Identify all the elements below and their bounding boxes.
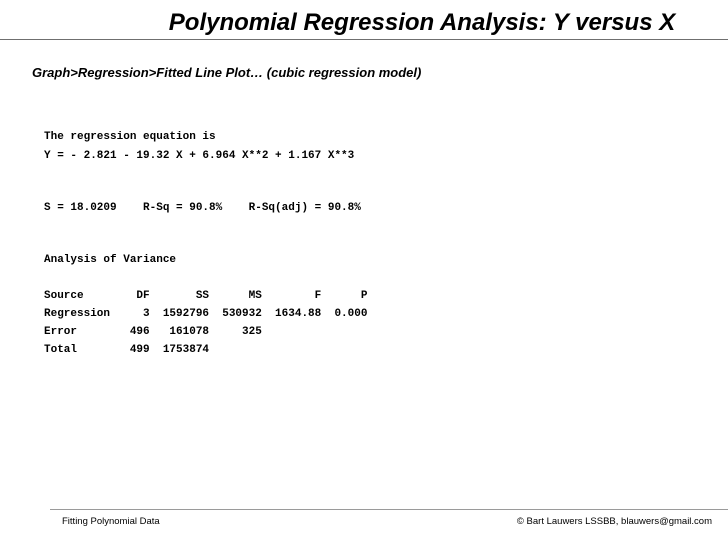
fit-statistics: S = 18.0209 R-Sq = 90.8% R-Sq(adj) = 90.8%: [44, 202, 361, 214]
footer-topic: Fitting Polynomial Data: [62, 516, 160, 527]
title-divider: [0, 39, 728, 40]
anova-column-header: Source DF SS MS F P: [44, 290, 368, 302]
slide-title: Polynomial Regression Analysis: Y versus X: [168, 9, 676, 36]
anova-row-error: Error 496 161078 325: [44, 326, 262, 338]
footer-copyright: © Bart Lauwers LSSBB, blauwers@gmail.com: [516, 516, 712, 527]
regression-equation: Y = - 2.821 - 19.32 X + 6.964 X**2 + 1.167 X**3: [44, 150, 355, 162]
footer-divider: [50, 509, 728, 510]
anova-row-regression: Regression 3 1592796 530932 1634.88 0.000: [44, 308, 368, 320]
regression-equation-heading: The regression equation is: [44, 131, 216, 143]
anova-heading: Analysis of Variance: [44, 254, 177, 266]
menu-path-caption: Graph>Regression>Fitted Line Plot… (cubic regression model): [32, 65, 422, 80]
anova-row-total: Total 499 1753874: [44, 344, 210, 356]
